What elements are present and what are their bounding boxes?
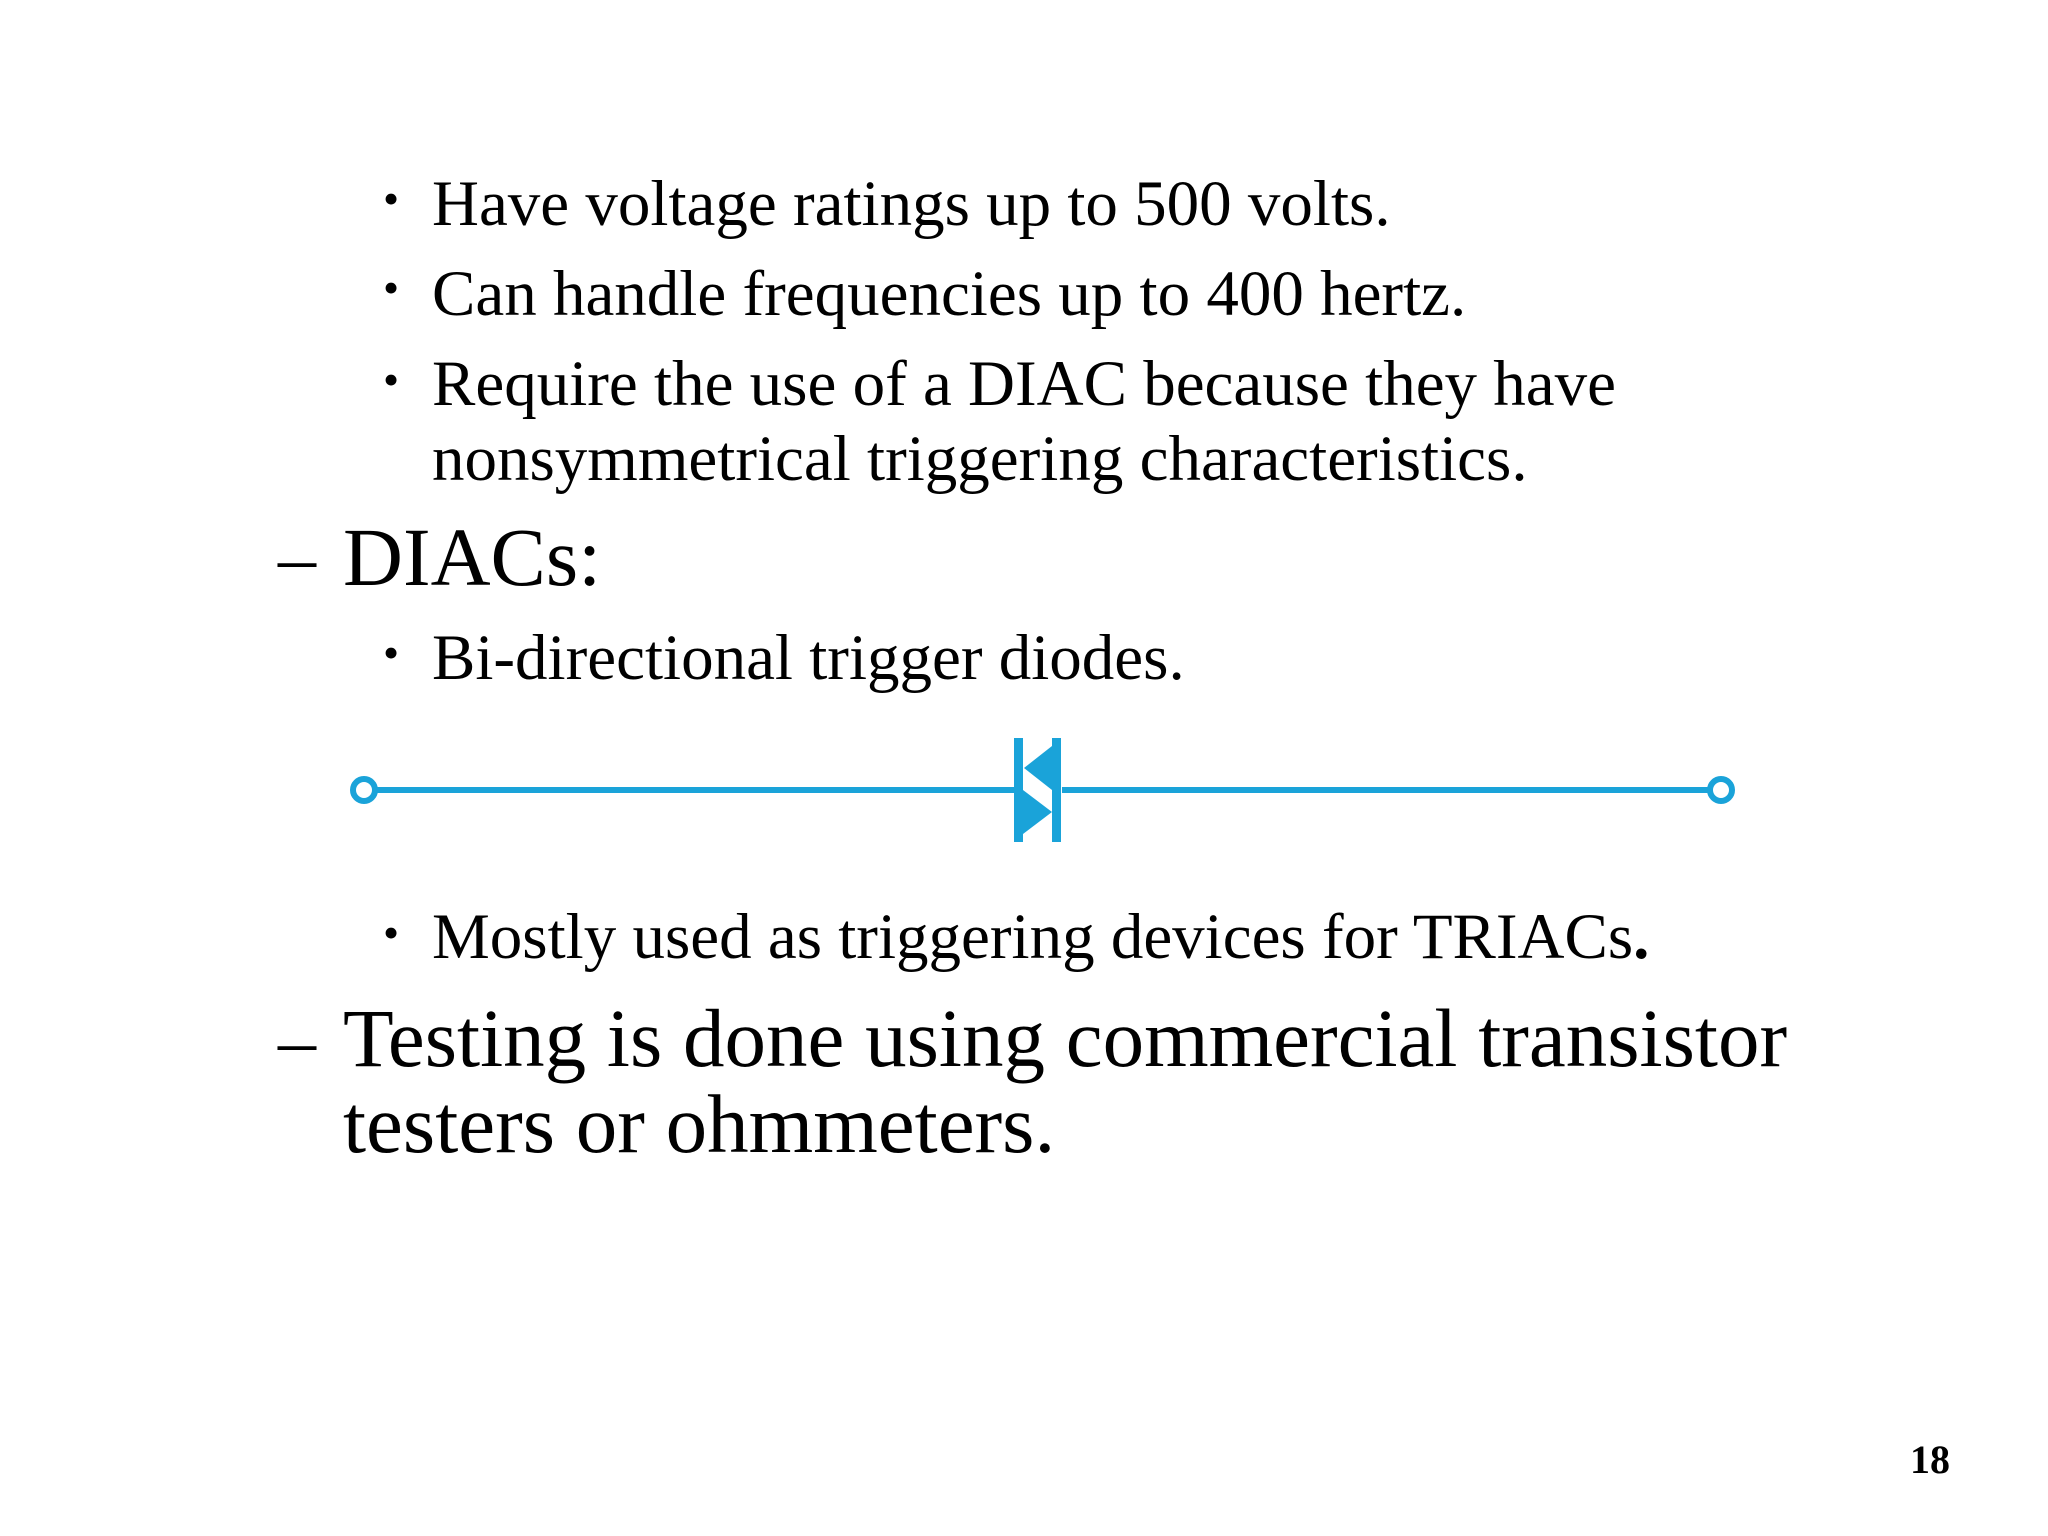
triggering-devices-period: .	[1633, 901, 1650, 973]
bullet-marker: •	[383, 627, 400, 678]
bullet-marker: •	[383, 262, 400, 313]
testing-line1: Testing is done using commercial transistor	[343, 992, 1788, 1084]
page-number: 18	[1910, 1437, 1950, 1482]
bullet-marker: •	[383, 173, 400, 224]
testing-line2: testers or ohmmeters.	[343, 1078, 1056, 1170]
bullet-marker: •	[383, 907, 400, 958]
triggering-devices-text: Mostly used as triggering devices for TRIACs	[432, 901, 1634, 973]
diac-triangle-upper	[1024, 746, 1052, 790]
bullet-triggering-devices	[432, 899, 1649, 975]
dash-marker: –	[278, 999, 316, 1083]
bullet-marker: •	[383, 354, 400, 405]
bullet-frequencies: Can handle frequencies up to 400 hertz.	[432, 258, 1467, 330]
dash-marker: –	[278, 516, 316, 600]
diac-bar-left	[1014, 738, 1023, 842]
diac-triangle-lower	[1023, 790, 1052, 834]
terminal-left	[353, 779, 375, 801]
bullet-bidirectional: Bi-directional trigger diodes.	[432, 622, 1185, 694]
diacs-heading: DIACs:	[343, 511, 602, 603]
diac-bar-right	[1052, 738, 1061, 842]
diac-symbol-diagram	[340, 720, 1740, 860]
terminal-right	[1710, 779, 1732, 801]
bullet-require-diac-line1: Require the use of a DIAC because they have	[432, 348, 1616, 420]
bullet-voltage-ratings: Have voltage ratings up to 500 volts.	[432, 168, 1391, 240]
bullet-require-diac-line2: nonsymmetrical triggering characteristics.	[432, 423, 1528, 495]
